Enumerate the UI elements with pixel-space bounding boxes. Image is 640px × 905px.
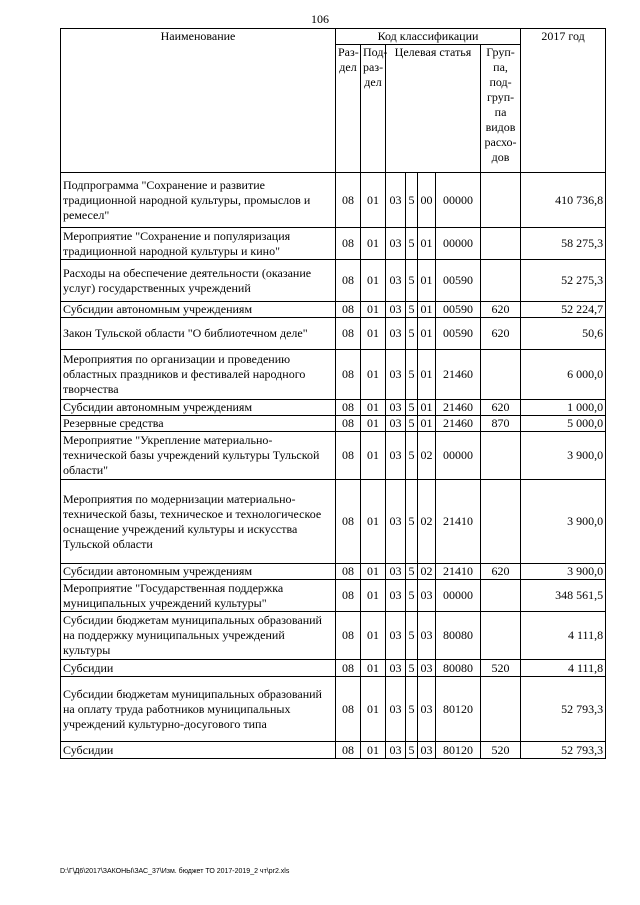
row-target-activity: 03 (418, 677, 436, 742)
row-target-program: 03 (386, 228, 406, 260)
row-section: 08 (336, 400, 361, 416)
row-target-subprogram: 5 (406, 432, 418, 480)
row-target-activity: 02 (418, 480, 436, 564)
row-target-activity: 01 (418, 416, 436, 432)
row-target-subprogram: 5 (406, 480, 418, 564)
row-section: 08 (336, 260, 361, 302)
row-target-subprogram: 5 (406, 742, 418, 759)
table-row (61, 318, 606, 350)
row-target-direction: 80080 (436, 660, 481, 677)
table-row (61, 742, 606, 759)
row-name: Расходы на обеспечение деятельности (оказание услуг) государственных учреждений (61, 260, 336, 302)
table-row (61, 612, 606, 660)
table-row (61, 400, 606, 416)
row-amount: 1 000,0 (521, 400, 606, 416)
row-subsection: 01 (361, 677, 386, 742)
row-target-direction: 00590 (436, 302, 481, 318)
row-target-subprogram: 5 (406, 173, 418, 228)
row-target-program: 03 (386, 660, 406, 677)
row-name: Субсидии автономным учреждениям (61, 400, 336, 416)
row-subsection: 01 (361, 432, 386, 480)
row-name: Мероприятия по организации и проведению областных праздников и фестивалей народного творчества (61, 350, 336, 400)
row-section: 08 (336, 173, 361, 228)
row-subsection: 01 (361, 564, 386, 580)
row-subsection: 01 (361, 580, 386, 612)
row-amount: 348 561,5 (521, 580, 606, 612)
table-row (61, 564, 606, 580)
row-amount: 4 111,8 (521, 660, 606, 677)
header-expense-group: Груп- па, под- груп- па видов расхо- дов (481, 45, 521, 173)
row-section: 08 (336, 302, 361, 318)
row-target-program: 03 (386, 416, 406, 432)
row-name: Закон Тульской области "О библиотечном деле" (61, 318, 336, 350)
row-expense-group (481, 480, 521, 564)
row-name: Мероприятия по модернизации материально-технической базы, техническое и технологическое оснащение учреждений культуры и искусства Тульской области (61, 480, 336, 564)
row-amount: 3 900,0 (521, 432, 606, 480)
row-target-activity: 02 (418, 432, 436, 480)
row-expense-group (481, 228, 521, 260)
row-target-program: 03 (386, 432, 406, 480)
row-subsection: 01 (361, 400, 386, 416)
row-expense-group: 870 (481, 416, 521, 432)
row-target-program: 03 (386, 350, 406, 400)
row-subsection: 01 (361, 416, 386, 432)
table-row (61, 580, 606, 612)
row-section: 08 (336, 677, 361, 742)
row-target-program: 03 (386, 260, 406, 302)
row-section: 08 (336, 564, 361, 580)
row-section: 08 (336, 228, 361, 260)
row-subsection: 01 (361, 612, 386, 660)
table-row (61, 173, 606, 228)
row-section: 08 (336, 318, 361, 350)
row-section: 08 (336, 742, 361, 759)
row-target-activity: 01 (418, 400, 436, 416)
row-target-program: 03 (386, 612, 406, 660)
row-name: Подпрограмма "Сохранение и развитие традиционной народной культуры, промыслов и ремесел" (61, 173, 336, 228)
table-row (61, 302, 606, 318)
row-expense-group (481, 432, 521, 480)
row-amount: 58 275,3 (521, 228, 606, 260)
row-amount: 6 000,0 (521, 350, 606, 400)
row-section: 08 (336, 432, 361, 480)
row-amount: 410 736,8 (521, 173, 606, 228)
file-path: D:\Г\Д6\2017\ЗАКОНЫ\ЗАС_37\Изм. бюджет ТО 2017-2019_2 чт\pr2.xls (60, 868, 290, 875)
row-subsection: 01 (361, 302, 386, 318)
row-amount: 5 000,0 (521, 416, 606, 432)
row-target-direction: 00000 (436, 173, 481, 228)
header-classification: Код классификации (336, 29, 521, 45)
row-target-direction: 00590 (436, 260, 481, 302)
row-target-subprogram: 5 (406, 564, 418, 580)
row-section: 08 (336, 660, 361, 677)
table-row (61, 480, 606, 564)
row-expense-group: 620 (481, 302, 521, 318)
row-subsection: 01 (361, 660, 386, 677)
row-target-direction: 21460 (436, 416, 481, 432)
row-target-subprogram: 5 (406, 660, 418, 677)
row-target-activity: 01 (418, 302, 436, 318)
row-section: 08 (336, 480, 361, 564)
row-expense-group: 620 (481, 318, 521, 350)
row-target-direction: 21460 (436, 350, 481, 400)
row-target-direction: 00000 (436, 228, 481, 260)
header-subsection: Под- раз- дел (361, 45, 386, 173)
row-name: Субсидии бюджетам муниципальных образований на поддержку муниципальных учреждений культуры (61, 612, 336, 660)
row-target-subprogram: 5 (406, 228, 418, 260)
row-expense-group (481, 612, 521, 660)
row-target-direction: 00590 (436, 318, 481, 350)
table-row (61, 228, 606, 260)
row-section: 08 (336, 580, 361, 612)
row-name: Резервные средства (61, 416, 336, 432)
row-target-direction: 80120 (436, 742, 481, 759)
row-amount: 50,6 (521, 318, 606, 350)
row-target-program: 03 (386, 318, 406, 350)
row-target-subprogram: 5 (406, 677, 418, 742)
row-section: 08 (336, 350, 361, 400)
table-row (61, 432, 606, 480)
row-amount: 52 275,3 (521, 260, 606, 302)
row-expense-group: 520 (481, 742, 521, 759)
row-name: Субсидии (61, 660, 336, 677)
row-target-program: 03 (386, 400, 406, 416)
row-target-subprogram: 5 (406, 612, 418, 660)
row-target-direction: 80080 (436, 612, 481, 660)
row-name: Мероприятие "Сохранение и популяризация традиционной народной культуры и кино" (61, 228, 336, 260)
row-name: Субсидии (61, 742, 336, 759)
row-target-subprogram: 5 (406, 400, 418, 416)
row-expense-group (481, 173, 521, 228)
row-amount: 52 224,7 (521, 302, 606, 318)
row-amount: 3 900,0 (521, 480, 606, 564)
row-target-activity: 01 (418, 228, 436, 260)
header-year: 2017 год (521, 29, 606, 173)
header-section: Раз- дел (336, 45, 361, 173)
row-amount: 52 793,3 (521, 677, 606, 742)
row-subsection: 01 (361, 228, 386, 260)
row-section: 08 (336, 416, 361, 432)
row-target-activity: 02 (418, 564, 436, 580)
row-name: Субсидии автономным учреждениям (61, 302, 336, 318)
row-target-direction: 00000 (436, 432, 481, 480)
row-target-direction: 80120 (436, 677, 481, 742)
row-target-activity: 01 (418, 350, 436, 400)
row-target-direction: 21410 (436, 480, 481, 564)
row-target-activity: 00 (418, 173, 436, 228)
row-subsection: 01 (361, 173, 386, 228)
row-target-program: 03 (386, 173, 406, 228)
row-target-direction: 21460 (436, 400, 481, 416)
row-expense-group: 520 (481, 660, 521, 677)
row-subsection: 01 (361, 318, 386, 350)
row-subsection: 01 (361, 350, 386, 400)
row-name: Мероприятие "Укрепление материально-технической базы учреждений культуры Тульской области" (61, 432, 336, 480)
page-number: 106 (311, 12, 329, 26)
row-target-program: 03 (386, 480, 406, 564)
row-target-subprogram: 5 (406, 318, 418, 350)
header-name: Наименование (61, 29, 336, 173)
row-target-program: 03 (386, 742, 406, 759)
row-target-subprogram: 5 (406, 350, 418, 400)
row-target-activity: 03 (418, 612, 436, 660)
row-name: Субсидии бюджетам муниципальных образований на оплату труда работников муниципальных учреждений культурно-досугового типа (61, 677, 336, 742)
row-target-subprogram: 5 (406, 260, 418, 302)
row-subsection: 01 (361, 260, 386, 302)
row-amount: 4 111,8 (521, 612, 606, 660)
row-target-direction: 00000 (436, 580, 481, 612)
row-target-subprogram: 5 (406, 580, 418, 612)
row-expense-group: 620 (481, 564, 521, 580)
header-target-item: Целевая статья (386, 45, 481, 173)
row-target-direction: 21410 (436, 564, 481, 580)
row-expense-group (481, 350, 521, 400)
row-name: Субсидии автономным учреждениям (61, 564, 336, 580)
row-target-activity: 01 (418, 318, 436, 350)
row-target-subprogram: 5 (406, 416, 418, 432)
row-target-activity: 03 (418, 660, 436, 677)
row-target-program: 03 (386, 302, 406, 318)
table-row (61, 260, 606, 302)
row-subsection: 01 (361, 480, 386, 564)
row-name: Мероприятие "Государственная поддержка муниципальных учреждений культуры" (61, 580, 336, 612)
row-target-activity: 01 (418, 260, 436, 302)
row-section: 08 (336, 612, 361, 660)
budget-table (60, 28, 606, 759)
row-expense-group (481, 260, 521, 302)
row-target-program: 03 (386, 564, 406, 580)
table-row (61, 416, 606, 432)
row-amount: 3 900,0 (521, 564, 606, 580)
row-target-activity: 03 (418, 742, 436, 759)
row-expense-group (481, 677, 521, 742)
row-expense-group: 620 (481, 400, 521, 416)
table-row (61, 677, 606, 742)
row-amount: 52 793,3 (521, 742, 606, 759)
row-target-activity: 03 (418, 580, 436, 612)
row-target-program: 03 (386, 677, 406, 742)
row-target-program: 03 (386, 580, 406, 612)
row-target-subprogram: 5 (406, 302, 418, 318)
row-subsection: 01 (361, 742, 386, 759)
row-expense-group (481, 580, 521, 612)
table-row (61, 350, 606, 400)
table-row (61, 660, 606, 677)
